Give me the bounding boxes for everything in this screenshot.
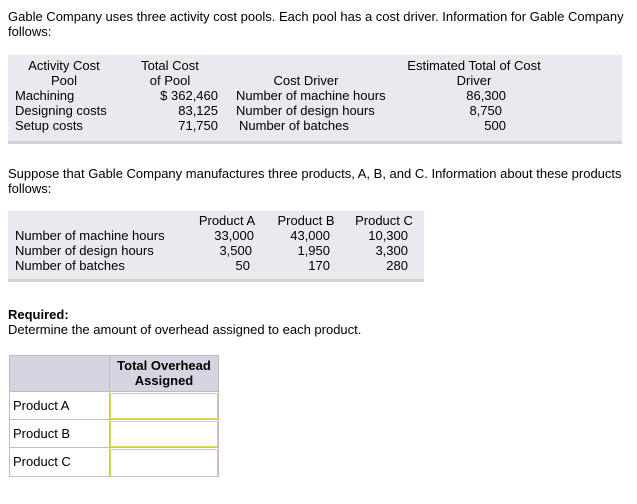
header-of-pool: of Pool: [149, 73, 191, 88]
product-b-value: 170: [308, 258, 330, 273]
product-row-label: Number of design hours: [15, 243, 154, 258]
answer-header-line-2: Assigned: [134, 373, 194, 388]
product-row-label: Number of batches: [15, 258, 125, 273]
header-product-a: Product A: [198, 213, 256, 228]
product-row-label: Number of machine hours: [15, 228, 165, 243]
pool-cost: 71,750: [178, 118, 218, 133]
required-heading: Required:: [8, 307, 69, 322]
required-instruction: Determine the amount of overhead assigned to each product.: [8, 322, 362, 337]
pool-name: Setup costs: [15, 118, 83, 133]
header-total-cost: Total Cost: [141, 58, 199, 73]
pool-driver: Number of design hours: [236, 103, 375, 118]
table-divider: [8, 141, 622, 144]
header-activity-cost: Activity Cost: [28, 58, 100, 73]
header-cost-driver: Cost Driver: [273, 73, 339, 88]
answer-row-label: Product B: [13, 426, 71, 441]
product-a-value: 50: [235, 258, 250, 273]
products-intro-text: Suppose that Gable Company manufactures three products, A, B, and C. Information about these products follows:: [8, 166, 622, 196]
product-a-value: 33,000: [214, 228, 254, 243]
header-pool: Pool: [50, 73, 78, 88]
pool-name: Designing costs: [15, 103, 107, 118]
product-b-value: 1,950: [297, 243, 330, 258]
pool-estimate: 8,750: [469, 103, 502, 118]
header-estimated-total: Estimated Total of Cost: [407, 58, 541, 73]
answer-header-line-1: Total Overhead: [117, 358, 211, 373]
header-product-c: Product C: [355, 213, 413, 228]
pool-cost: 83,125: [178, 103, 218, 118]
product-a-value: 3,500: [219, 243, 252, 258]
answer-table-border: [9, 355, 219, 477]
header-driver: Driver: [456, 73, 492, 88]
answer-row-label: Product C: [13, 454, 71, 469]
header-product-b: Product B: [277, 213, 335, 228]
pool-cost: $ 362,460: [160, 88, 218, 103]
pool-estimate: 500: [484, 118, 506, 133]
intro-text: Gable Company uses three activity cost pools. Each pool has a cost driver. Information for Gable Company follows:: [8, 9, 624, 39]
pool-estimate: 86,300: [466, 88, 506, 103]
pool-driver: Number of batches: [239, 118, 349, 133]
answer-row-label: Product A: [13, 398, 70, 413]
product-b-value: 43,000: [290, 228, 330, 243]
product-c-value: 10,300: [368, 228, 408, 243]
table-divider: [8, 279, 424, 282]
pool-name: Machining: [15, 88, 75, 103]
answer-table: [9, 355, 219, 477]
pool-driver: Number of machine hours: [236, 88, 386, 103]
product-c-value: 280: [386, 258, 408, 273]
product-c-value: 3,300: [375, 243, 408, 258]
